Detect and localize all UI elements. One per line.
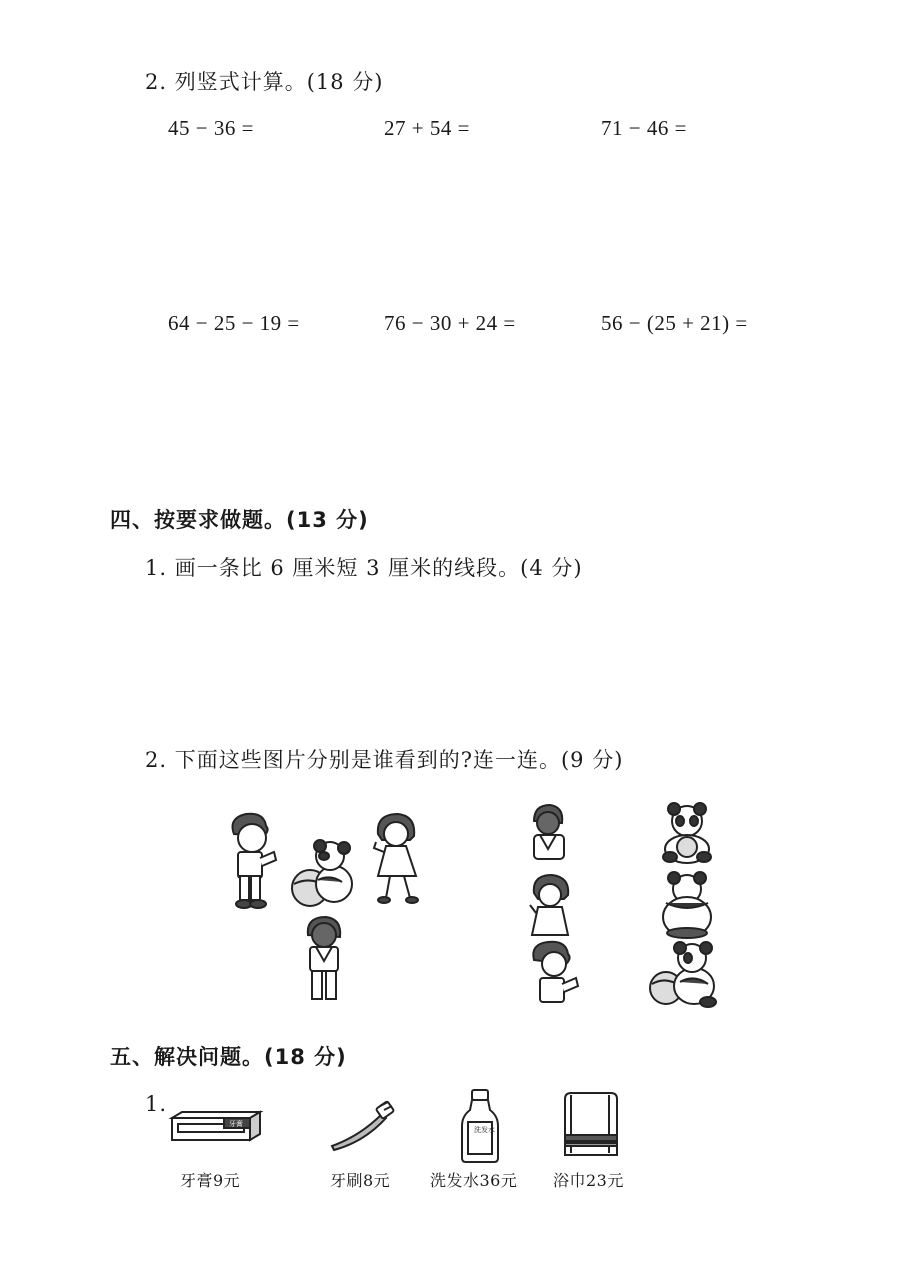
front-view-panda-icon [660, 803, 715, 865]
boy-side-view-icon [528, 940, 583, 1005]
shampoo-bottle-text: 洗发水 [474, 1126, 495, 1134]
panda-with-ball-view-icon [648, 942, 723, 1012]
price-label: 洗发水36元 [430, 1171, 518, 1190]
question-title: 2. 列竖式计算。(18 分) [145, 70, 384, 94]
panda-ball-icon [290, 840, 360, 910]
question-title: 2. 下面这些图片分别是谁看到的?连一连。(9 分) [145, 748, 624, 772]
girl-front-view-icon [528, 873, 578, 938]
toothpaste-icon [168, 1110, 263, 1142]
equation: 76 − 30 + 24 = [384, 311, 516, 335]
price-label: 牙刷8元 [330, 1171, 391, 1190]
section-heading: 四、按要求做题。(13 分) [110, 508, 369, 532]
shampoo-icon [458, 1088, 503, 1164]
equation: 56 − (25 + 21) = [601, 311, 748, 335]
toothbrush-icon [330, 1102, 395, 1150]
toothpaste-box-text: 牙膏 [229, 1120, 243, 1128]
price-label: 浴巾23元 [553, 1171, 624, 1190]
question-title: 1. 画一条比 6 厘米短 3 厘米的线段。(4 分) [145, 556, 583, 580]
equation: 27 + 54 = [384, 116, 470, 140]
girl-side-icon [370, 812, 430, 907]
equation: 71 − 46 = [601, 116, 687, 140]
back-view-panda-icon [660, 873, 715, 941]
question-number: 1. [145, 1092, 168, 1116]
price-label: 牙膏9元 [180, 1171, 241, 1190]
equation: 64 − 25 − 19 = [168, 311, 300, 335]
boy-back-icon [300, 915, 350, 1010]
towel-icon [561, 1091, 619, 1159]
boy-side-icon [220, 810, 290, 915]
section-heading: 五、解决问题。(18 分) [110, 1045, 347, 1069]
back-view-boy-icon [528, 805, 573, 865]
equation: 45 − 36 = [168, 116, 254, 140]
